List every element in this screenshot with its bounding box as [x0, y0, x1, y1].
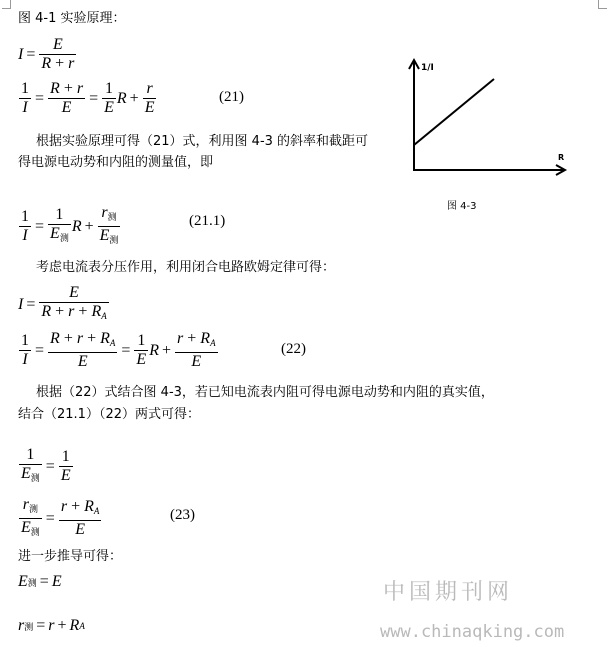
equation-23-resistance: $r_测$ $E_测$ = $\frac{r + R_A}{E}$ [21, 496, 100, 538]
equation-22: $\frac{1}{I}$ = $\frac{R + r + R_A}{E}$ = $\frac{1}{E}$ R + $\frac{r + R_A}{E}$ [21, 330, 216, 370]
page-corner-mark-right [598, 0, 607, 9]
equation-number-21-1: (21.1) [189, 213, 226, 229]
equation-final-emf: E 测 = E [18, 573, 62, 590]
equation-21: $\frac{1}{I}$ = $\frac{R + r}{E}$ = $\frac{1}{E}$ R + $\frac{r}{E}$ [21, 80, 155, 116]
page-corner-mark-left [2, 0, 11, 9]
watermark-site-name: 中国期刊网 [383, 580, 514, 605]
equation-23-emf: 1 $E_测$ = $\frac{1}{E}$ [21, 446, 71, 484]
graph-x-axis-label: R [558, 153, 565, 162]
section-heading: 图 4-1 实验原理： [18, 11, 126, 26]
equation-current-with-ammeter: I = $\frac{E}{R + r + R_A}$ [18, 284, 107, 321]
paragraph-1-line-2: 得电源电动势和内阻的测量值，即 [18, 155, 214, 170]
equation-21-1: $\frac{1}{I}$ = 1 $E_测$ R + $r_测$ $E_测$ [21, 204, 119, 245]
equation-final-resistance: r 测 = r + R A [18, 617, 85, 634]
paragraph-1-line-1: 根据实验原理可得（21）式，利用图 4-3 的斜率和截距可 [36, 134, 369, 149]
paragraph-3-line-2: 结合（21.1）（22）两式可得： [18, 407, 200, 422]
graph-caption: 图 4-3 [447, 201, 477, 212]
equation-current: I = $\frac{E}{R + r}$ [18, 36, 75, 72]
paragraph-2: 考虑电流表分压作用，利用闭合电路欧姆定律可得： [36, 260, 336, 275]
graph-y-axis-label: 1/I [421, 63, 434, 73]
equation-number-22: (22) [281, 341, 306, 357]
paragraph-4: 进一步推导可得： [18, 549, 123, 564]
graph-figure-4-3 [403, 52, 571, 202]
graph-data-line [414, 79, 494, 145]
equation-number-23: (23) [170, 507, 195, 523]
equation-number-21: (21) [219, 89, 244, 105]
paragraph-3-line-1: 根据（22）式结合图 4-3，若已知电流表内阻可得电源电动势和内阻的真实值， [36, 385, 494, 400]
watermark-url: www.chinaqking.com [380, 622, 565, 642]
